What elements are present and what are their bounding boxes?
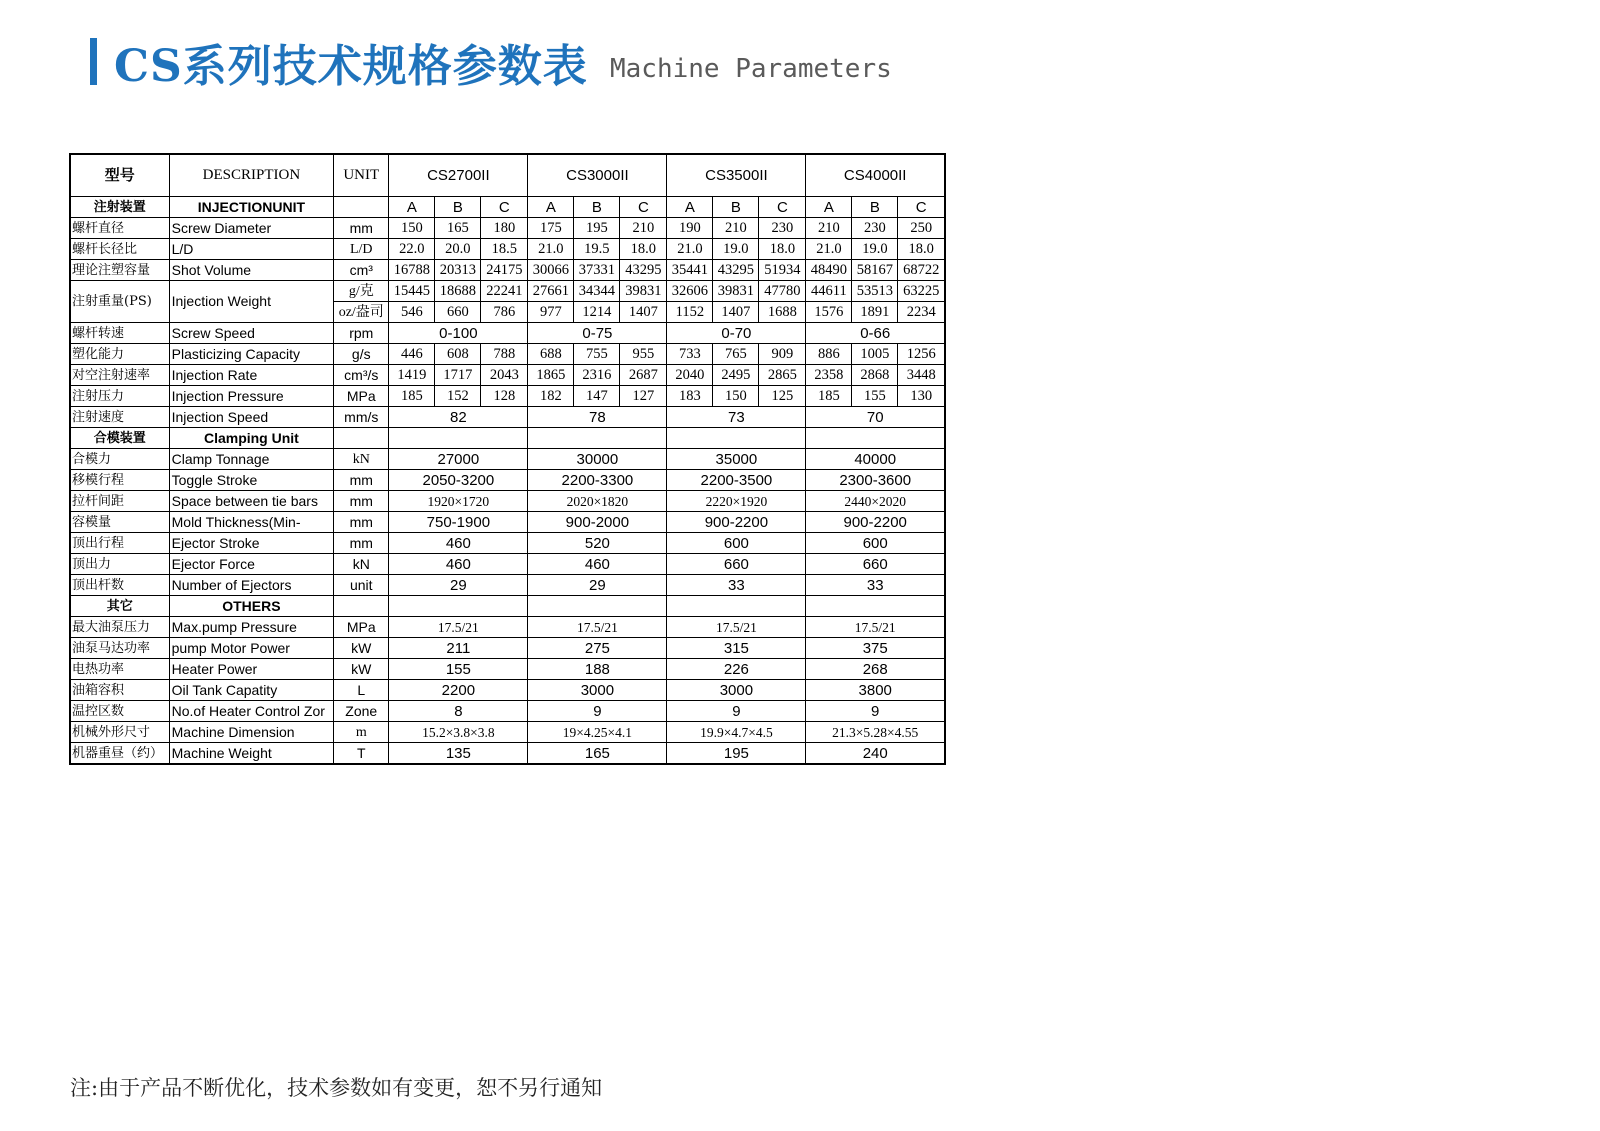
param-name-cn: 螺杆直径 [70, 218, 169, 239]
subcol-header: A [667, 197, 713, 218]
empty-cell [806, 596, 945, 617]
col-header-model-2: CS3000II [528, 154, 667, 197]
value-cell: 660 [806, 554, 945, 575]
param-name-en: No.of Heater Control Zor [169, 701, 334, 722]
param-unit: cm³/s [334, 365, 389, 386]
param-name-en: Injection Weight [169, 281, 334, 323]
page-subtitle: Machine Parameters [610, 54, 892, 84]
param-name-en: Injection Pressure [169, 386, 334, 407]
table-row [70, 386, 945, 407]
value-cell: 22241 [481, 281, 528, 302]
value-cell: 175 [528, 218, 574, 239]
param-unit: MPa [334, 617, 389, 638]
value-cell: 128 [481, 386, 528, 407]
value-cell: 35441 [667, 260, 713, 281]
value-cell: 375 [806, 638, 945, 659]
value-cell: 150 [713, 386, 759, 407]
value-cell: 165 [435, 218, 481, 239]
value-cell: 0-70 [667, 323, 806, 344]
table-row [70, 512, 945, 533]
value-cell: 1717 [435, 365, 481, 386]
value-cell: 1005 [852, 344, 898, 365]
value-cell: 210 [713, 218, 759, 239]
title-accent-bar [90, 38, 97, 85]
param-unit: L [334, 680, 389, 701]
param-name-cn: 对空注射速率 [70, 365, 169, 386]
value-cell: 180 [481, 218, 528, 239]
value-cell: 21.0 [667, 239, 713, 260]
value-cell: 24175 [481, 260, 528, 281]
value-cell: 546 [389, 302, 435, 323]
value-cell: 1891 [852, 302, 898, 323]
param-name-en: Machine Dimension [169, 722, 334, 743]
value-cell: 210 [620, 218, 667, 239]
value-cell: 1152 [667, 302, 713, 323]
param-name-en: Heater Power [169, 659, 334, 680]
subcol-header: A [806, 197, 852, 218]
value-cell: 195 [574, 218, 620, 239]
value-cell: 183 [667, 386, 713, 407]
value-cell: 977 [528, 302, 574, 323]
section-title-en: Clamping Unit [169, 428, 334, 449]
col-header-model: 型号 [70, 154, 169, 197]
value-cell: 2316 [574, 365, 620, 386]
section-title-cn: 合模装置 [70, 428, 169, 449]
param-unit: kW [334, 638, 389, 659]
unit-cell [334, 428, 389, 449]
value-cell: 608 [435, 344, 481, 365]
param-unit: m [334, 722, 389, 743]
table-row [70, 701, 945, 722]
value-cell: 22.0 [389, 239, 435, 260]
value-cell: 2020×1820 [528, 491, 667, 512]
value-cell: 600 [667, 533, 806, 554]
value-cell: 460 [528, 554, 667, 575]
value-cell: 40000 [806, 449, 945, 470]
table-row [70, 743, 945, 765]
value-cell: 909 [759, 344, 806, 365]
page-title: CS系列技术规格参数表 [114, 41, 588, 92]
table-row [70, 407, 945, 428]
param-name-en: Space between tie bars [169, 491, 334, 512]
param-unit: T [334, 743, 389, 765]
table-row [70, 323, 945, 344]
value-cell: 150 [389, 218, 435, 239]
param-name-cn: 拉杆间距 [70, 491, 169, 512]
param-unit: mm [334, 512, 389, 533]
table-row [70, 554, 945, 575]
value-cell: 1419 [389, 365, 435, 386]
value-cell: 733 [667, 344, 713, 365]
value-cell: 188 [528, 659, 667, 680]
value-cell: 250 [898, 218, 945, 239]
value-cell: 20313 [435, 260, 481, 281]
param-name-en: Shot Volume [169, 260, 334, 281]
value-cell: 315 [667, 638, 806, 659]
value-cell: 9 [806, 701, 945, 722]
footnote: 注:由于产品不断优化，技术参数如有变更，恕不另行通知 [70, 1076, 603, 1100]
table-row [70, 491, 945, 512]
param-name-en: Max.pump Pressure [169, 617, 334, 638]
value-cell: 185 [806, 386, 852, 407]
table-row [70, 533, 945, 554]
value-cell: 51934 [759, 260, 806, 281]
value-cell: 1214 [574, 302, 620, 323]
value-cell: 3800 [806, 680, 945, 701]
value-cell: 58167 [852, 260, 898, 281]
value-cell: 2050-3200 [389, 470, 528, 491]
subcol-header: B [713, 197, 759, 218]
value-cell: 1407 [620, 302, 667, 323]
param-name-cn: 顶出杆数 [70, 575, 169, 596]
value-cell: 2687 [620, 365, 667, 386]
value-cell: 1688 [759, 302, 806, 323]
param-unit: g/克 [334, 281, 389, 302]
col-header-model-3: CS3500II [667, 154, 806, 197]
value-cell: 19.0 [713, 239, 759, 260]
value-cell: 240 [806, 743, 945, 765]
param-name-cn: 油泵马达功率 [70, 638, 169, 659]
param-name-en: Machine Weight [169, 743, 334, 765]
value-cell: 43295 [620, 260, 667, 281]
param-unit: mm [334, 218, 389, 239]
value-cell: 2200 [389, 680, 528, 701]
section-title-en: INJECTIONUNIT [169, 197, 334, 218]
table-row [70, 680, 945, 701]
value-cell: 3000 [667, 680, 806, 701]
value-cell: 17.5/21 [389, 617, 528, 638]
param-name-en: Injection Speed [169, 407, 334, 428]
value-cell: 2200-3500 [667, 470, 806, 491]
param-name-cn: 塑化能力 [70, 344, 169, 365]
section-row-others [70, 596, 945, 617]
value-cell: 2040 [667, 365, 713, 386]
value-cell: 130 [898, 386, 945, 407]
table-row [70, 365, 945, 386]
value-cell: 2220×1920 [667, 491, 806, 512]
value-cell: 520 [528, 533, 667, 554]
value-cell: 18.0 [759, 239, 806, 260]
param-unit: mm [334, 491, 389, 512]
param-unit: unit [334, 575, 389, 596]
value-cell: 21.0 [806, 239, 852, 260]
value-cell: 446 [389, 344, 435, 365]
empty-cell [389, 596, 528, 617]
value-cell: 3000 [528, 680, 667, 701]
subcol-header: B [435, 197, 481, 218]
subcol-header: C [759, 197, 806, 218]
col-header-description: DESCRIPTION [169, 154, 334, 197]
value-cell: 460 [389, 554, 528, 575]
value-cell: 27000 [389, 449, 528, 470]
param-unit: kN [334, 554, 389, 575]
subcol-header: A [389, 197, 435, 218]
subcol-header: C [620, 197, 667, 218]
value-cell: 19.0 [852, 239, 898, 260]
table-row [70, 638, 945, 659]
value-cell: 33 [667, 575, 806, 596]
param-unit: MPa [334, 386, 389, 407]
col-header-model-1: CS2700II [389, 154, 528, 197]
param-name-cn: 注射重量(PS) [70, 281, 169, 323]
value-cell: 886 [806, 344, 852, 365]
table-row [70, 659, 945, 680]
param-unit: kW [334, 659, 389, 680]
param-name-en: Screw Speed [169, 323, 334, 344]
subcol-header: A [528, 197, 574, 218]
value-cell: 955 [620, 344, 667, 365]
param-name-cn: 注射速度 [70, 407, 169, 428]
col-header-unit: UNIT [334, 154, 389, 197]
subcol-header: B [852, 197, 898, 218]
param-name-cn: 顶出力 [70, 554, 169, 575]
value-cell: 78 [528, 407, 667, 428]
param-unit: g/s [334, 344, 389, 365]
value-cell: 2043 [481, 365, 528, 386]
table-row [70, 470, 945, 491]
value-cell: 35000 [667, 449, 806, 470]
value-cell: 755 [574, 344, 620, 365]
value-cell: 226 [667, 659, 806, 680]
value-cell: 33 [806, 575, 945, 596]
param-name-cn: 螺杆长径比 [70, 239, 169, 260]
value-cell: 195 [667, 743, 806, 765]
value-cell: 21.3×5.28×4.55 [806, 722, 945, 743]
value-cell: 165 [528, 743, 667, 765]
value-cell: 18.0 [620, 239, 667, 260]
value-cell: 152 [435, 386, 481, 407]
value-cell: 18688 [435, 281, 481, 302]
param-name-cn: 机械外形尺寸 [70, 722, 169, 743]
param-unit: oz/盎司 [334, 302, 389, 323]
value-cell: 1865 [528, 365, 574, 386]
value-cell: 190 [667, 218, 713, 239]
value-cell: 2440×2020 [806, 491, 945, 512]
value-cell: 30000 [528, 449, 667, 470]
param-name-cn: 油箱容积 [70, 680, 169, 701]
param-name-en: Oil Tank Capatity [169, 680, 334, 701]
value-cell: 34344 [574, 281, 620, 302]
value-cell: 155 [389, 659, 528, 680]
param-name-cn: 注射压力 [70, 386, 169, 407]
value-cell: 43295 [713, 260, 759, 281]
param-name-en: Clamp Tonnage [169, 449, 334, 470]
param-name-en: pump Motor Power [169, 638, 334, 659]
value-cell: 660 [435, 302, 481, 323]
value-cell: 82 [389, 407, 528, 428]
value-cell: 0-66 [806, 323, 945, 344]
table-row [70, 617, 945, 638]
value-cell: 15445 [389, 281, 435, 302]
value-cell: 1920×1720 [389, 491, 528, 512]
table-row [70, 449, 945, 470]
table-row [70, 281, 945, 302]
param-name-cn: 合模力 [70, 449, 169, 470]
value-cell: 125 [759, 386, 806, 407]
param-unit: mm [334, 533, 389, 554]
value-cell: 135 [389, 743, 528, 765]
param-unit: mm/s [334, 407, 389, 428]
value-cell: 0-100 [389, 323, 528, 344]
value-cell: 750-1900 [389, 512, 528, 533]
param-unit: rpm [334, 323, 389, 344]
param-unit: mm [334, 470, 389, 491]
value-cell: 29 [528, 575, 667, 596]
value-cell: 182 [528, 386, 574, 407]
value-cell: 44611 [806, 281, 852, 302]
table-row [70, 218, 945, 239]
value-cell: 2200-3300 [528, 470, 667, 491]
value-cell: 900-2200 [806, 512, 945, 533]
value-cell: 788 [481, 344, 528, 365]
value-cell: 39831 [620, 281, 667, 302]
value-cell: 30066 [528, 260, 574, 281]
param-unit: cm³ [334, 260, 389, 281]
value-cell: 20.0 [435, 239, 481, 260]
value-cell: 8 [389, 701, 528, 722]
value-cell: 1407 [713, 302, 759, 323]
value-cell: 37331 [574, 260, 620, 281]
param-name-cn: 电热功率 [70, 659, 169, 680]
value-cell: 211 [389, 638, 528, 659]
param-name-cn: 温控区数 [70, 701, 169, 722]
param-unit: kN [334, 449, 389, 470]
value-cell: 70 [806, 407, 945, 428]
value-cell: 19.9×4.7×4.5 [667, 722, 806, 743]
value-cell: 18.0 [898, 239, 945, 260]
value-cell: 9 [528, 701, 667, 722]
value-cell: 275 [528, 638, 667, 659]
value-cell: 1576 [806, 302, 852, 323]
param-name-cn: 最大油泵压力 [70, 617, 169, 638]
empty-cell [528, 428, 667, 449]
param-name-cn: 理论注塑容量 [70, 260, 169, 281]
value-cell: 210 [806, 218, 852, 239]
value-cell: 18.5 [481, 239, 528, 260]
col-header-model-4: CS4000II [806, 154, 945, 197]
section-title-cn: 注射装置 [70, 197, 169, 218]
value-cell: 15.2×3.8×3.8 [389, 722, 528, 743]
value-cell: 68722 [898, 260, 945, 281]
param-name-en: Toggle Stroke [169, 470, 334, 491]
table-row [70, 260, 945, 281]
value-cell: 155 [852, 386, 898, 407]
value-cell: 2234 [898, 302, 945, 323]
subcol-header: B [574, 197, 620, 218]
value-cell: 2358 [806, 365, 852, 386]
table-row [70, 722, 945, 743]
empty-cell [806, 428, 945, 449]
table-row [70, 344, 945, 365]
value-cell: 9 [667, 701, 806, 722]
value-cell: 2868 [852, 365, 898, 386]
param-name-en: Screw Diameter [169, 218, 334, 239]
subcol-header: C [481, 197, 528, 218]
param-name-en: Number of Ejectors [169, 575, 334, 596]
param-name-cn: 螺杆转速 [70, 323, 169, 344]
section-title-cn: 其它 [70, 596, 169, 617]
section-row-injection [70, 197, 945, 218]
value-cell: 17.5/21 [528, 617, 667, 638]
value-cell: 17.5/21 [667, 617, 806, 638]
empty-cell [389, 428, 528, 449]
value-cell: 688 [528, 344, 574, 365]
param-name-en: L/D [169, 239, 334, 260]
param-name-cn: 机器重昼（约） [70, 743, 169, 765]
value-cell: 147 [574, 386, 620, 407]
value-cell: 0-75 [528, 323, 667, 344]
value-cell: 53513 [852, 281, 898, 302]
value-cell: 16788 [389, 260, 435, 281]
value-cell: 268 [806, 659, 945, 680]
value-cell: 765 [713, 344, 759, 365]
value-cell: 660 [667, 554, 806, 575]
value-cell: 29 [389, 575, 528, 596]
empty-cell [528, 596, 667, 617]
value-cell: 17.5/21 [806, 617, 945, 638]
table-header-row [70, 154, 945, 197]
value-cell: 900-2000 [528, 512, 667, 533]
param-name-en: Ejector Force [169, 554, 334, 575]
param-name-cn: 顶出行程 [70, 533, 169, 554]
param-name-en: Injection Rate [169, 365, 334, 386]
value-cell: 230 [759, 218, 806, 239]
value-cell: 786 [481, 302, 528, 323]
param-unit: Zone [334, 701, 389, 722]
unit-cell [334, 596, 389, 617]
value-cell: 2300-3600 [806, 470, 945, 491]
spec-table [69, 153, 946, 765]
table-row [70, 239, 945, 260]
value-cell: 19.5 [574, 239, 620, 260]
param-name-en: Ejector Stroke [169, 533, 334, 554]
table-row [70, 575, 945, 596]
value-cell: 63225 [898, 281, 945, 302]
value-cell: 230 [852, 218, 898, 239]
param-name-cn: 移模行程 [70, 470, 169, 491]
param-unit: L/D [334, 239, 389, 260]
param-name-en: Plasticizing Capacity [169, 344, 334, 365]
value-cell: 19×4.25×4.1 [528, 722, 667, 743]
value-cell: 127 [620, 386, 667, 407]
value-cell: 32606 [667, 281, 713, 302]
value-cell: 48490 [806, 260, 852, 281]
subcol-header: C [898, 197, 945, 218]
empty-cell [667, 596, 806, 617]
value-cell: 460 [389, 533, 528, 554]
value-cell: 39831 [713, 281, 759, 302]
value-cell: 21.0 [528, 239, 574, 260]
value-cell: 185 [389, 386, 435, 407]
value-cell: 2865 [759, 365, 806, 386]
unit-cell [334, 197, 389, 218]
value-cell: 27661 [528, 281, 574, 302]
section-title-en: OTHERS [169, 596, 334, 617]
value-cell: 47780 [759, 281, 806, 302]
value-cell: 73 [667, 407, 806, 428]
value-cell: 900-2200 [667, 512, 806, 533]
value-cell: 2495 [713, 365, 759, 386]
value-cell: 600 [806, 533, 945, 554]
empty-cell [667, 428, 806, 449]
value-cell: 1256 [898, 344, 945, 365]
value-cell: 3448 [898, 365, 945, 386]
param-name-en: Mold Thickness(Min- [169, 512, 334, 533]
section-row-clamping [70, 428, 945, 449]
param-name-cn: 容模量 [70, 512, 169, 533]
